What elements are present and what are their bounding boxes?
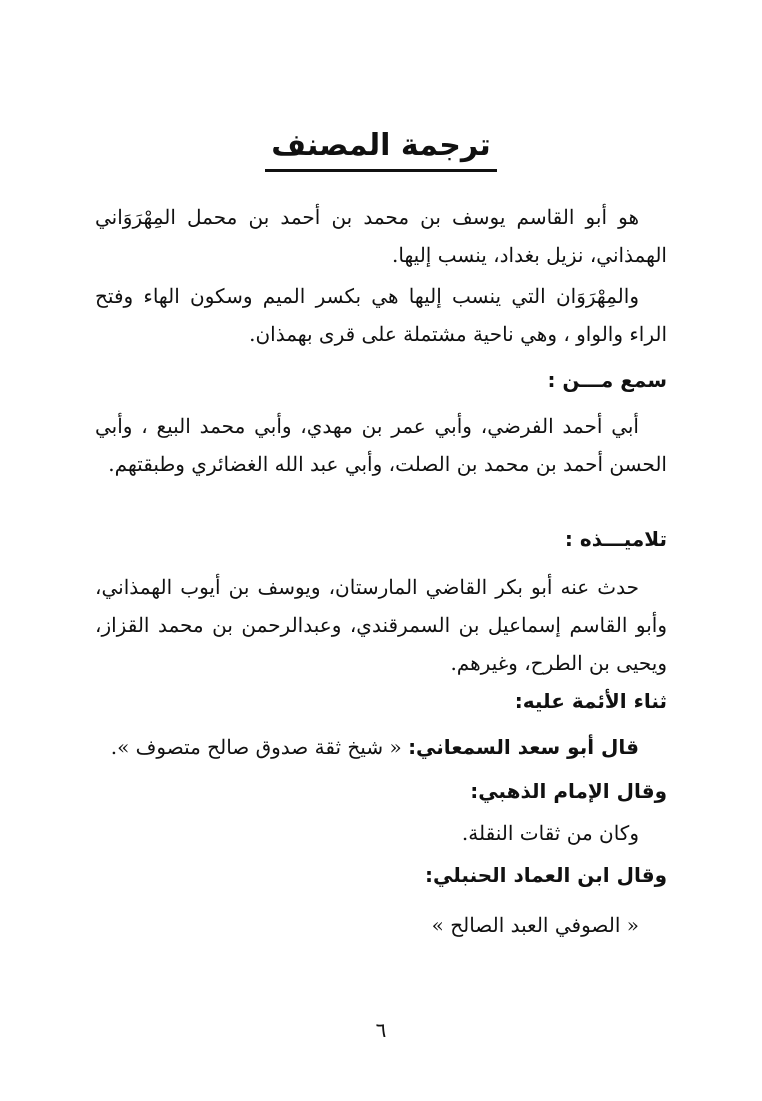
page-number: ٦	[375, 1018, 387, 1042]
samani-quote-line	[95, 728, 667, 766]
samani-quote: « شيخ ثقة صدوق صالح متصوف ».	[110, 735, 402, 759]
students-paragraph: حدث عنه أبو بكر القاضي المارستان، ويوسف بن أيوب الهمذاني، وأبو القاسم إسماعيل بن السمرقندي، وعبدالرحمن بن محمد القزاز، ويحيى بن الطرح، وغيرهم.	[95, 575, 667, 675]
imad-heading: وقال ابن العماد الحنبلي:	[425, 863, 667, 887]
section-heading-praise: ثناء الأئمة عليه:	[514, 689, 667, 713]
dhahabi-heading: وقال الإمام الذهبي:	[470, 779, 667, 803]
section-heading-students: تلاميـــذه :	[564, 527, 667, 551]
intro-paragraph-2: والمِهْرَوَان التي ينسب إليها هي بكسر الميم وسكون الهاء وفتح الراء والواو ، وهي ناحية مشتملة على قرى بهمذان.	[95, 284, 667, 346]
dhahabi-text: وكان من ثقات النقلة.	[461, 821, 639, 845]
intro-paragraph-1: هو أبو القاسم يوسف بن محمد بن أحمد بن محمل المِهْرَوَاني الهمذاني، نزيل بغداد، ينسب إليها.	[95, 205, 667, 267]
imad-text: « الصوفي العبد الصالح »	[431, 913, 639, 937]
page-title-text: ترجمة المصنف	[265, 128, 497, 172]
page-title	[0, 128, 762, 172]
samani-speaker: قال أبو سعد السمعاني:	[408, 735, 639, 759]
heard-paragraph: أبي أحمد الفرضي، وأبي عمر بن مهدي، وأبي محمد البيع ، وأبي الحسن أحمد بن محمد بن الصلت، وأبي عبد الله الغضائري وطبقتهم.	[95, 414, 667, 476]
section-heading-heard: سمع مـــن :	[547, 368, 667, 392]
